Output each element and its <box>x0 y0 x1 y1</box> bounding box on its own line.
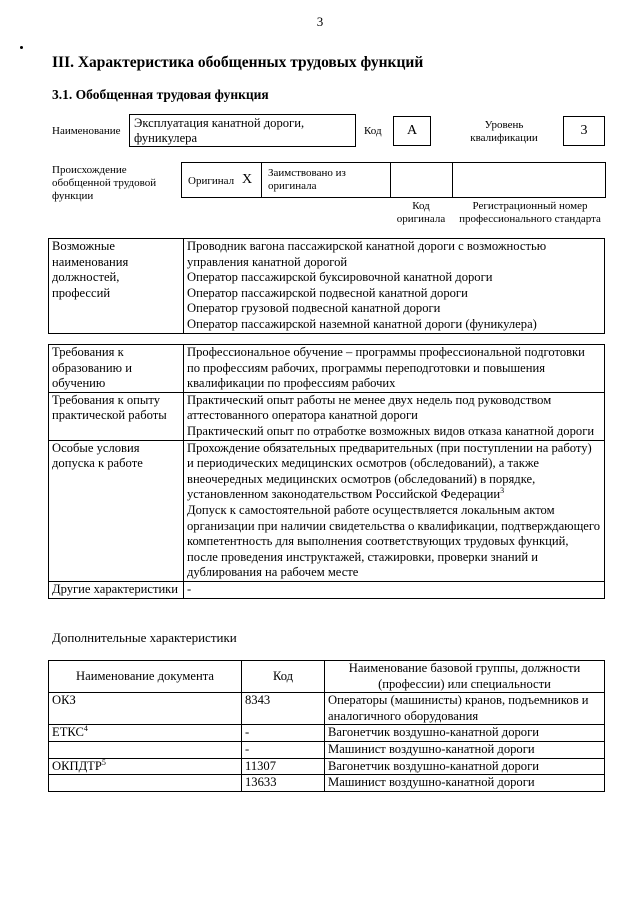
table-row <box>49 741 605 758</box>
col-doc-header: Наименование документа <box>49 661 242 693</box>
name-label: Наименование <box>52 125 121 137</box>
name-cell: Машинист воздушно-канатной дороги <box>325 741 605 758</box>
admission-value <box>187 441 601 503</box>
education-value: Профессиональное обучение – программы профессиональной подготовки по профессиям рабочих, программы переподготовки и повышения квалификации по профессиям рабочих <box>184 345 605 393</box>
admission-text: Прохождение обязательных предварительных (при поступлении на работу) и периодических медицинских осмотров (обследований), а также внеочередных медицинских осмотров (обследований) в порядке, установленном законодательством Российской Федерации <box>187 440 592 502</box>
margin-dot <box>20 46 23 49</box>
doc-cell: ЕТКС$^4$ <box>49 725 242 742</box>
education-label: Требования к образованию и обучению <box>49 345 184 393</box>
code-cell: 8343 <box>242 693 325 725</box>
position-item: Оператор грузовой подвесной канатной дороги <box>187 301 441 316</box>
doc-cell: ОКПДТР$^5$ <box>49 758 242 775</box>
name-cell: Вагонетчик воздушно-канатной дороги <box>325 758 605 775</box>
code-label: Код <box>364 125 382 137</box>
experience-values <box>184 392 605 440</box>
reg-caption: Регистрационный номер профессионального стандарта <box>459 200 601 225</box>
position-item: Оператор пассажирской подвесной канатной дороги <box>187 285 468 300</box>
name-cell: Операторы (машинисты) кранов, подъемников и аналогичного оборудования <box>325 693 605 725</box>
position-item: Оператор пассажирской буксировочной канатной дороги <box>187 270 493 285</box>
footnote-ref: 4 <box>83 724 88 734</box>
admission-value: Допуск к самостоятельной работе осуществляется локальным актом организации при наличии свидетельства о квалификации, подтверждающего компетентность для выполнения соответствующих трудовых функций, после проведения инструктажей, стажировки, проверки знаний и дублирования на рабочем месте <box>187 502 601 580</box>
position-item: Оператор пассажирской наземной канатной дороги (фуникулера) <box>187 316 537 331</box>
additional-title: Дополнительные характеристики <box>52 630 237 645</box>
footnote-ref: 5 <box>101 757 106 767</box>
doc-cell <box>49 775 242 792</box>
name-cell: Вагонетчик воздушно-канатной дороги <box>325 725 605 742</box>
position-item: Проводник вагона пассажирской канатной дороги с возможностью управления канатной дорогой <box>187 239 547 269</box>
additional-table <box>48 660 605 792</box>
doc-cell <box>49 741 242 758</box>
footnote-ref: 3 <box>500 486 505 496</box>
section-title: III. Характеристика обобщенных трудовых функций <box>52 54 424 71</box>
table-row <box>49 693 605 725</box>
borrowed-label: Заимствовано из оригинала <box>268 167 346 192</box>
code-caption: Код оригинала <box>396 200 446 225</box>
subsection-title: 3.1. Обобщенная трудовая функция <box>52 87 269 102</box>
level-label: Уровень квалификации <box>470 119 538 144</box>
other-label: Другие характеристики <box>49 581 184 598</box>
page-number: 3 <box>316 14 324 29</box>
qualification-level-value: 3 <box>563 116 605 146</box>
col-code-header: Код <box>242 661 325 693</box>
code-cell: - <box>242 741 325 758</box>
original-label: Оригинал <box>188 175 235 187</box>
table-row <box>49 725 605 742</box>
code-cell: 11307 <box>242 758 325 775</box>
code-cell: 13633 <box>242 775 325 792</box>
admission-label: Особые условия допуска к работе <box>49 440 184 581</box>
requirements-table <box>48 344 605 599</box>
other-value: - <box>184 581 605 598</box>
experience-label: Требования к опыту практической работы <box>49 392 184 440</box>
table-row <box>49 775 605 792</box>
experience-value: Практический опыт по отработке возможных видов отказа канатной дороги <box>187 423 595 438</box>
name-cell: Машинист воздушно-канатной дороги <box>325 775 605 792</box>
admission-values <box>184 440 605 581</box>
positions-label: Возможные наименования должностей, профессий <box>49 239 184 334</box>
doc-cell: ОКЗ <box>49 693 242 725</box>
origin-box <box>181 162 606 198</box>
original-mark: X <box>242 172 253 187</box>
table-row <box>49 758 605 775</box>
positions-list <box>184 239 605 334</box>
origin-label: Происхождение обобщенной трудовой функции <box>52 164 157 202</box>
function-code-value: А <box>393 116 431 146</box>
col-name-header: Наименование базовой группы, должности (профессии) или специальности <box>325 661 605 693</box>
positions-table <box>48 238 605 334</box>
code-cell: - <box>242 725 325 742</box>
function-name-value: Эксплуатация канатной дороги, фуникулера <box>129 114 356 147</box>
experience-value: Практический опыт работы не менее двух недель под руководством аттестованного оператора канатной дороги <box>187 392 552 423</box>
